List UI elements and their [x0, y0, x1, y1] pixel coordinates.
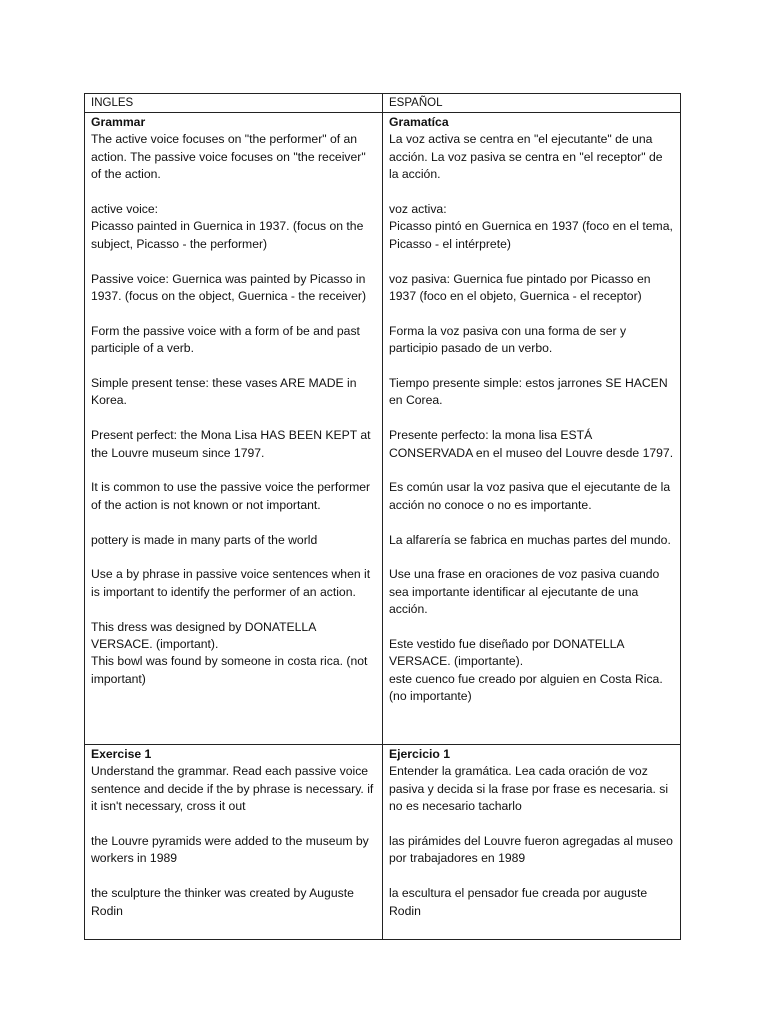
- grammar-es-p11: este cuenco fue creado por alguien en Costa Rica. (no importante): [389, 671, 663, 704]
- grammar-en-p4: Form the passive voice with a form of be and past participle of a verb.: [91, 323, 360, 356]
- grammar-en-p2: Picasso painted in Guernica in 1937. (focus on the subject, Picasso - the performer): [91, 219, 364, 251]
- bilingual-grammar-table: [84, 93, 681, 940]
- exercise-es-p0: Entender la gramática. Lea cada oración de voz pasiva y decida si la frase por frase es necesaria. si no es necesario tacharlo: [389, 764, 669, 814]
- header-espanol: ESPAÑOL: [383, 94, 681, 113]
- grammar-es-p4: Forma la voz pasiva con una forma de ser y participio pasado de un verbo.: [389, 323, 627, 356]
- grammar-es-p7: Es común usar la voz pasiva que el ejecutante de la acción no conoce o no es importante.: [389, 480, 671, 512]
- grammar-es-p5: Tiempo presente simple: estos jarrones SE HACEN en Corea.: [389, 376, 668, 408]
- exercise-title-es: Ejercicio 1: [389, 747, 450, 761]
- grammar-es-p10: Este vestido fue diseñado por DONATELLA VERSACE. (importante).: [389, 637, 624, 669]
- grammar-en-p6: Present perfect: the Mona Lisa HAS BEEN KEPT at the Louvre museum since 1797.: [91, 428, 371, 460]
- grammar-en-p3: Passive voice: Guernica was painted by Picasso in 1937. (focus on the object, Guernica - the receiver): [91, 271, 367, 304]
- grammar-es-p9: Use una frase en oraciones de voz pasiva cuando sea importante identificar al ejecutante de una acción.: [389, 567, 660, 617]
- exercise-en-p0: Understand the grammar. Read each passive voice sentence and decide if the by phrase is necessary. if it isn't necessary, cross it out: [91, 764, 374, 814]
- grammar-es-p6: Presente perfecto: la mona lisa ESTÁ CONSERVADA en el museo del Louvre desde 1797.: [389, 428, 674, 460]
- exercise-row: [85, 745, 681, 940]
- grammar-en-p8: pottery is made in many parts of the world: [91, 532, 318, 547]
- grammar-es-p1: voz activa:: [389, 202, 447, 217]
- header-row: [85, 94, 681, 113]
- grammar-title-es: Gramatíca: [389, 115, 449, 129]
- grammar-cell-en: [85, 113, 383, 745]
- exercise-es-p1: las pirámides del Louvre fueron agregadas al museo por trabajadores en 1989: [389, 834, 673, 866]
- grammar-en-p5: Simple present tense: these vases ARE MADE in Korea.: [91, 376, 357, 408]
- grammar-en-p7: It is common to use the passive voice the performer of the action is not known or not important.: [91, 480, 371, 512]
- grammar-es-p3: voz pasiva: Guernica fue pintado por Picasso en 1937 (foco en el objeto, Guernica - el receptor): [389, 271, 651, 304]
- grammar-es-p8: La alfarería se fabrica en muchas partes del mundo.: [389, 532, 671, 547]
- grammar-title-en: Grammar: [91, 115, 146, 129]
- exercise-en-p1: the Louvre pyramids were added to the museum by workers in 1989: [91, 834, 369, 866]
- grammar-cell-es: [383, 113, 681, 745]
- grammar-en-p11: This bowl was found by someone in costa rica. (not important): [91, 654, 368, 686]
- grammar-en-p10: This dress was designed by DONATELLA VERSACE. (important).: [91, 619, 316, 652]
- exercise-cell-en: [85, 745, 383, 940]
- header-ingles: INGLES: [85, 94, 383, 113]
- grammar-row: [85, 113, 681, 745]
- grammar-en-p1: active voice:: [91, 202, 159, 217]
- grammar-en-p9: Use a by phrase in passive voice sentences when it is important to identify the performer of an action.: [91, 567, 371, 599]
- exercise-es-p2: la escultura el pensador fue creada por auguste Rodin: [389, 886, 648, 918]
- grammar-es-p0: La voz activa se centra en "el ejecutante" de una acción. La voz pasiva se centra en "el receptor" de la acción.: [389, 132, 663, 182]
- grammar-en-p0: The active voice focuses on "the performer" of an action. The passive voice focuses on "the receiver" of the action.: [91, 132, 366, 182]
- exercise-en-p2: the sculpture the thinker was created by Auguste Rodin: [91, 886, 354, 918]
- grammar-es-p2: Picasso pintó en Guernica en 1937 (foco en el tema, Picasso - el intérprete): [389, 219, 673, 251]
- exercise-title-en: Exercise 1: [91, 747, 152, 761]
- exercise-cell-es: [383, 745, 681, 940]
